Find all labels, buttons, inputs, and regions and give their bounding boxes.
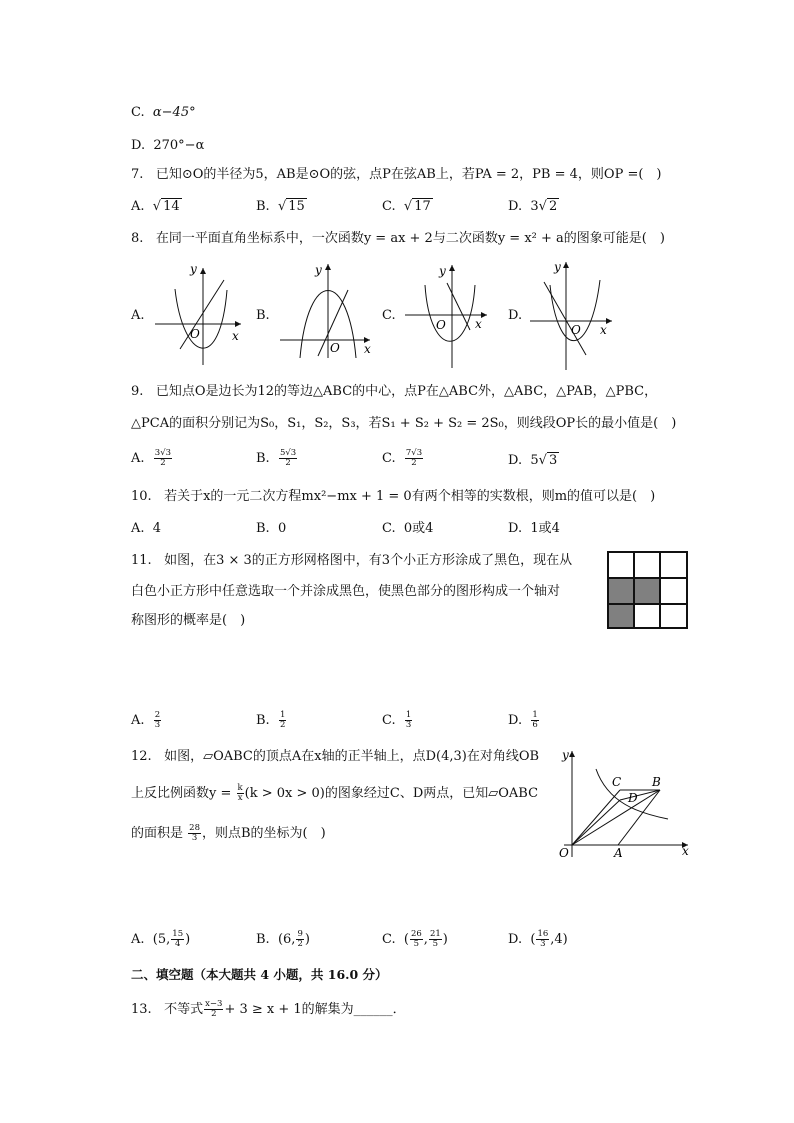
q12-fig-y: y	[562, 748, 569, 762]
q12-fig-b: B	[652, 775, 661, 789]
q12-stem-line3: 的面积是 $\frac{28}{3}$ ，则点B的坐标为( )	[131, 823, 326, 843]
q8b-origin: O	[330, 341, 340, 355]
q8b-x-label: x	[364, 342, 371, 356]
q7-option-c: C. √ 17	[382, 199, 431, 214]
q8-graph-a	[155, 268, 241, 365]
grid-cell-dark	[608, 604, 634, 628]
q10-option-a: A. 4	[131, 521, 162, 536]
q11-stem-line3: 称图形的概率是( )	[131, 613, 246, 628]
q8a-x-label: x	[232, 329, 239, 343]
q12-fig-a: A	[614, 846, 623, 860]
q8c-y-label: y	[439, 264, 446, 278]
q10-option-b: B. 0	[256, 521, 287, 536]
q9-stem-line1: 9. 已知点O是边长为12的等边△ABC的中心，点P在△ABC外，△ABC，△PAB，△PBC，	[131, 384, 658, 399]
q9-option-d: D. 5√ 3	[508, 453, 558, 468]
q7-option-a: A. √ 14	[131, 199, 180, 214]
q12-option-d: D. ( $\frac{16}{3}$ ,4)	[508, 929, 568, 949]
q10-option-d: D. 1或4	[508, 521, 560, 536]
q12-fig-d: D	[628, 791, 638, 805]
q11-stem-line2: 白色小正方形中任意选取一个并涂成黑色，使黑色部分的图形构成一个轴对	[131, 584, 561, 599]
q6-option-d: D. 270°−α	[131, 138, 205, 153]
q11-option-c: C. $\frac{1}{3}$	[382, 710, 412, 730]
q9-stem-line2: △PCA的面积分别记为S₀，S₁，S₂，S₃，若S₁ + S₂ + S₂ = 2S₀，则线段OP长的最小值是( )	[131, 416, 677, 431]
q8-label-b: B.	[256, 308, 270, 323]
q11-option-a: A. $\frac{2}{3}$	[131, 710, 161, 730]
q12-figure	[548, 745, 698, 865]
q8-graph-d	[530, 262, 612, 370]
q13-stem: 13. 不等式 $\frac{x-3}{2}$ + 3 ≥ x + 1的解集为______．	[131, 999, 406, 1019]
q12-fig-o: O	[559, 846, 569, 860]
q8-label-c: C.	[382, 308, 396, 323]
q12-option-c: C. ( $\frac{26}{5}$ , $\frac{21}{5}$ )	[382, 929, 448, 949]
q12-stem-line1: 12. 如图，▱OABC的顶点A在x轴的正半轴上，点D(4,3)在对角线OB	[131, 749, 540, 764]
q12-fig-c: C	[612, 775, 622, 789]
q8d-y-label: y	[554, 260, 561, 274]
q8a-origin: O	[190, 327, 200, 341]
q12-option-b: B. (6, $\frac{9}{2}$ )	[256, 929, 310, 949]
q8d-origin: O	[571, 323, 581, 337]
q8-label-a: A.	[131, 308, 145, 323]
grid-cell-dark	[608, 578, 634, 604]
q8-graph-b	[280, 264, 370, 358]
q11-option-d: D. $\frac{1}{6}$	[508, 710, 538, 730]
q10-stem: 10. 若关于x的一元二次方程mx²−mx + 1 = 0有两个相等的实数根，则m的值可以是( )	[131, 489, 656, 504]
section-title: 二、填空题（本大题共 4 小题，共 16.0 分）	[131, 967, 388, 982]
q8d-x-label: x	[600, 323, 607, 337]
q12-fig-x: x	[682, 844, 689, 858]
q11-stem-line1: 11. 如图，在3 × 3的正方形网格图中，有3个小正方形涂成了黑色，现在从	[131, 553, 573, 568]
q9-option-a: A. $\frac{3√3}{2}$	[131, 448, 172, 468]
q8-stem: 8. 在同一平面直角坐标系中，一次函数y = ax + 2与二次函数y = x² + a的图象可能是( )	[131, 231, 665, 246]
q7-option-d: D. 3√ 2	[508, 199, 558, 214]
q6-option-c: C. α−45°	[131, 105, 196, 120]
q8-label-d: D.	[508, 308, 523, 323]
q9-option-c: C. $\frac{7√3}{2}$	[382, 448, 423, 468]
q12-stem-line2: 上反比例函数y = $\frac{k}{x}$ (k > 0x > 0)的图象经过C、D两点，已知▱OABC	[131, 783, 539, 803]
q11-grid-figure	[607, 551, 688, 629]
grid-cell-dark	[634, 578, 660, 604]
q8a-y-label: y	[190, 262, 197, 276]
q8c-origin: O	[436, 318, 446, 332]
q8b-y-label: y	[315, 263, 322, 277]
q9-option-b: B. $\frac{5√3}{2}$	[256, 448, 297, 468]
q12-option-a: A. (5, $\frac{15}{4}$ )	[131, 929, 191, 949]
q10-option-c: C. 0或4	[382, 521, 434, 536]
q8c-x-label: x	[475, 317, 482, 331]
q7-option-b: B. √ 15	[256, 199, 305, 214]
q7-stem: 7. 已知⊙O的半径为5，AB是⊙O的弦，点P在弦AB上，若PA = 2，PB = 4，则OP =( )	[131, 167, 662, 182]
q11-option-b: B. $\frac{1}{2}$	[256, 710, 286, 730]
